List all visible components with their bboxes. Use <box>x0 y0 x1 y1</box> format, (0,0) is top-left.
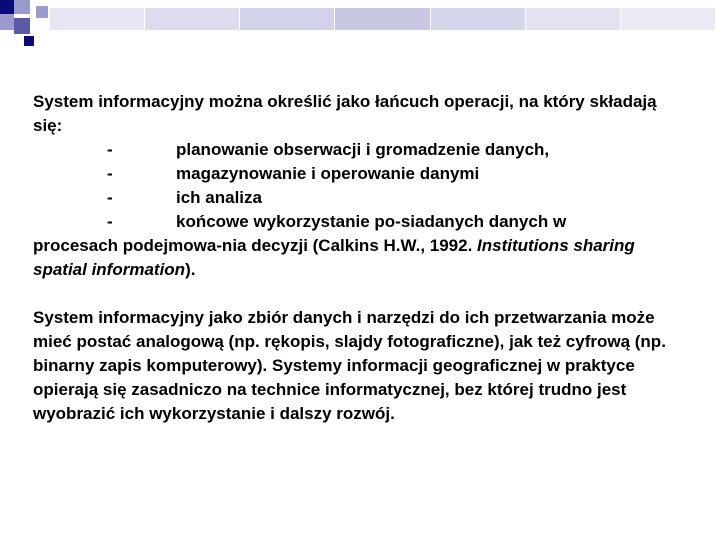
paragraph-1-tail <box>33 234 673 282</box>
decor-band-cell <box>431 8 526 30</box>
list-item <box>33 210 673 234</box>
list-item <box>33 138 673 162</box>
decor-square-light <box>14 0 30 14</box>
list-item-text: magazynowanie i operowanie danymi <box>176 164 480 183</box>
list-item-text: planowanie obserwacji i gromadzenie danych, <box>176 140 550 159</box>
decor-square-light <box>0 14 14 30</box>
list-dash: - <box>107 140 113 159</box>
list-item-text: ich analiza <box>176 188 262 207</box>
tail-close: ). <box>185 260 196 279</box>
decor-square-mid <box>14 18 30 34</box>
paragraph-2: System informacyjny jako zbiór danych i narzędzi do ich przetwarzania może mieć postać analogową (np. rękopis, slajdy fotograficzne), jak też cyfrową (np. binarny zapis komputerowy). Systemy informacji geograficznej w praktyce opierają się zasadniczo na technice informatycznej, bez której trudno jest wyobrazić ich wykorzystanie i dalszy rozwój. <box>33 308 666 423</box>
list-item <box>33 186 673 210</box>
decor-band-cell <box>335 8 430 30</box>
decor-band-cell <box>240 8 335 30</box>
decor-band <box>50 8 716 30</box>
decor-square-light <box>36 6 48 18</box>
list-item-text: końcowe wykorzystanie po-siadanych danych w <box>176 212 567 231</box>
list-dash: - <box>107 164 113 183</box>
slide-body <box>33 90 673 426</box>
decor-band-cell <box>145 8 240 30</box>
decor-band-cell <box>50 8 145 30</box>
decor-square-navy <box>0 0 14 14</box>
list-dash: - <box>107 188 113 207</box>
tail-text: procesach podejmowa-nia decyzji (Calkins H.W., 1992. <box>33 236 478 255</box>
citation-title: Institutions sharing spatial information <box>33 236 635 279</box>
decor-band-cell <box>621 8 716 30</box>
list-dash: - <box>107 212 113 231</box>
decor-square-navy <box>24 36 34 46</box>
decor-band-cell <box>526 8 621 30</box>
list-item <box>33 162 673 186</box>
paragraph-1-intro: System informacyjny można określić jako łańcuch operacji, na który składają się: <box>33 92 657 135</box>
